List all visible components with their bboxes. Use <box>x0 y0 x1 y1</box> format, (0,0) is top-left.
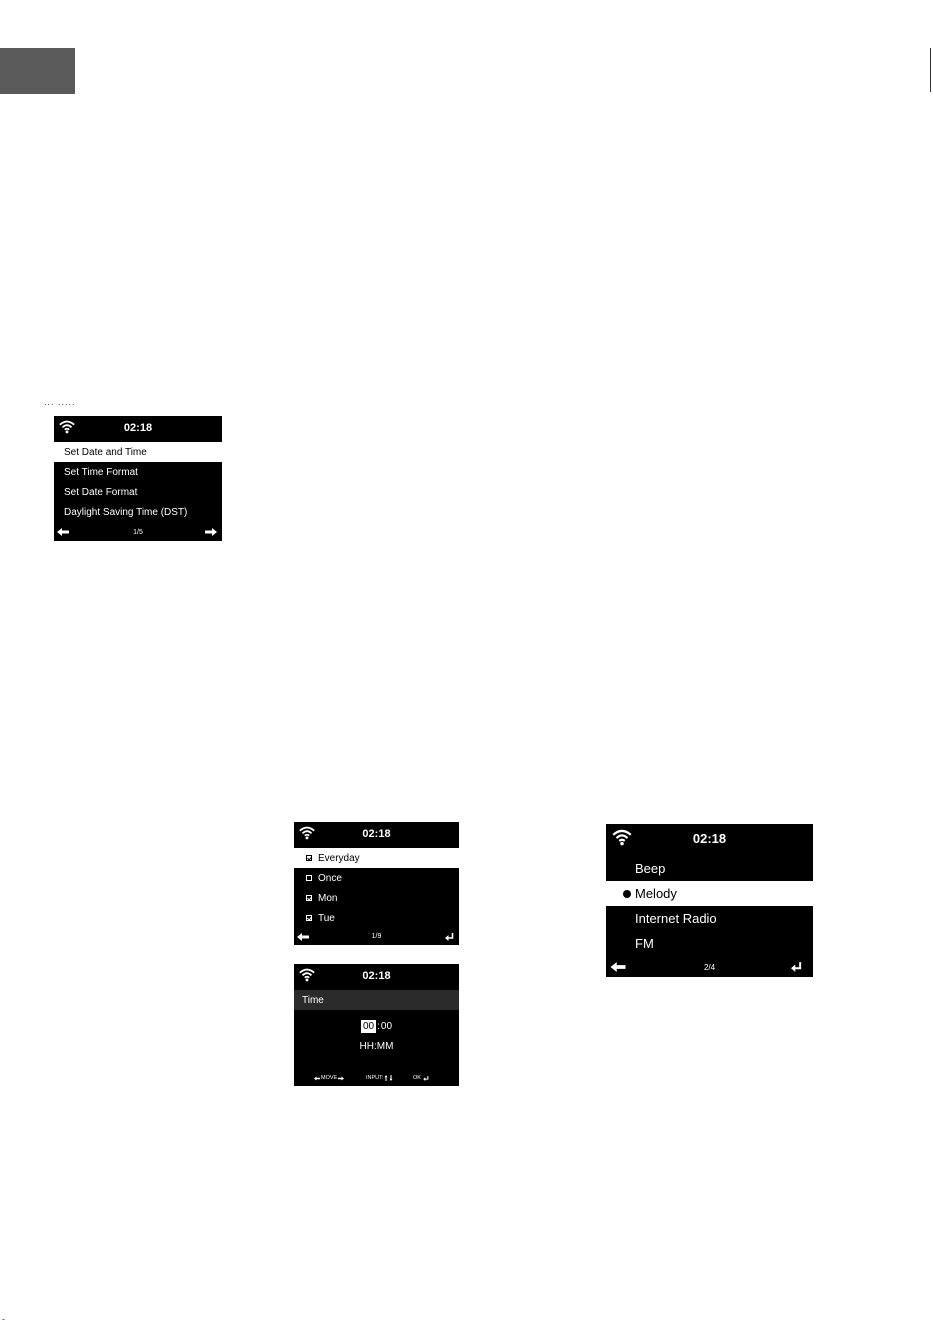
menu-item-label: Set Time Format <box>64 466 138 478</box>
menu-item-set-time-format[interactable] <box>54 462 222 482</box>
status-bar <box>294 822 459 846</box>
checkbox-checked-icon <box>306 915 312 921</box>
alarm-time-screen <box>294 964 459 1086</box>
wifi-icon <box>298 825 316 840</box>
hint-move-label: MOVE <box>321 1075 338 1081</box>
sound-item-label: FM <box>635 935 654 951</box>
time-settings-screen <box>54 416 222 541</box>
hint-input <box>366 1075 393 1081</box>
enter-icon[interactable] <box>791 962 802 972</box>
status-bar <box>54 416 222 440</box>
corner-mark: - <box>2 1314 5 1324</box>
hint-bar <box>294 1072 459 1084</box>
clock: 02:18 <box>123 422 153 434</box>
minutes-field[interactable]: 00 <box>380 1021 393 1032</box>
language-tab <box>0 48 75 94</box>
repeat-item-label: Tue <box>318 912 335 924</box>
repeat-item-label: Once <box>318 872 342 884</box>
footer-bar <box>606 957 813 977</box>
hint-move <box>314 1075 344 1081</box>
status-bar <box>294 964 459 988</box>
alarm-repeat-screen <box>294 822 459 945</box>
status-bar <box>606 824 813 853</box>
repeat-item-tue[interactable] <box>294 908 459 928</box>
repeat-item-once[interactable] <box>294 868 459 888</box>
repeat-item-label: Everyday <box>318 852 360 864</box>
sound-item-label: Internet Radio <box>635 910 717 926</box>
sound-item-internet-radio[interactable] <box>606 906 813 930</box>
hint-ok-label: OK <box>413 1075 421 1081</box>
menu-item-label: Set Date and Time <box>64 446 147 458</box>
repeat-item-label: Mon <box>318 892 338 904</box>
arrow-right-icon <box>338 1076 344 1081</box>
arrow-left-icon[interactable] <box>57 528 69 536</box>
arrow-right-icon[interactable] <box>205 528 217 536</box>
enter-icon <box>423 1076 429 1081</box>
hours-field[interactable]: 00 <box>362 1021 375 1032</box>
time-input <box>294 1020 459 1033</box>
checkbox-checked-icon <box>306 895 312 901</box>
menu-item-label: Daylight Saving Time (DST) <box>64 506 188 518</box>
hint-input-label: INPUT: <box>366 1075 384 1081</box>
wifi-icon <box>298 967 316 982</box>
arrow-up-icon <box>384 1075 388 1081</box>
footer-bar <box>54 523 222 541</box>
hint-ok <box>413 1075 429 1081</box>
clipped-heading-fragment: ... ..... <box>44 397 76 407</box>
radio-selected-icon <box>623 890 631 898</box>
checkbox-checked-icon <box>306 855 312 861</box>
time-format-label: HH:MM <box>359 1041 394 1052</box>
repeat-item-everyday[interactable] <box>294 848 459 868</box>
sound-item-fm[interactable] <box>606 931 813 955</box>
page-indicator: 2/4 <box>703 962 716 972</box>
sound-item-label: Melody <box>635 886 677 901</box>
clock: 02:18 <box>692 831 727 846</box>
page-edge-line <box>930 48 931 92</box>
wifi-icon <box>58 419 76 434</box>
clock: 02:18 <box>362 970 391 982</box>
sound-item-label: Beep <box>635 860 666 876</box>
footer-bar <box>294 928 459 945</box>
sound-item-melody[interactable] <box>606 881 813 906</box>
enter-icon[interactable] <box>445 933 454 941</box>
arrow-left-icon <box>314 1076 320 1081</box>
sound-item-beep[interactable] <box>606 856 813 880</box>
time-separator: : <box>377 1021 380 1032</box>
screen-title: Time <box>302 994 324 1006</box>
arrow-left-icon[interactable] <box>297 933 309 941</box>
arrow-down-icon <box>389 1075 393 1081</box>
clock: 02:18 <box>362 828 391 840</box>
alarm-sound-screen <box>606 824 813 977</box>
menu-item-dst[interactable] <box>54 502 222 522</box>
title-bar <box>294 990 459 1010</box>
arrow-left-icon[interactable] <box>610 962 626 972</box>
repeat-item-mon[interactable] <box>294 888 459 908</box>
menu-item-label: Set Date Format <box>64 486 138 498</box>
page-indicator: 1/9 <box>371 933 382 940</box>
page-indicator: 1/5 <box>133 528 143 536</box>
menu-item-set-date-format[interactable] <box>54 482 222 502</box>
checkbox-empty-icon <box>306 875 312 881</box>
menu-item-set-date-and-time[interactable] <box>54 442 222 462</box>
wifi-icon <box>611 828 633 846</box>
